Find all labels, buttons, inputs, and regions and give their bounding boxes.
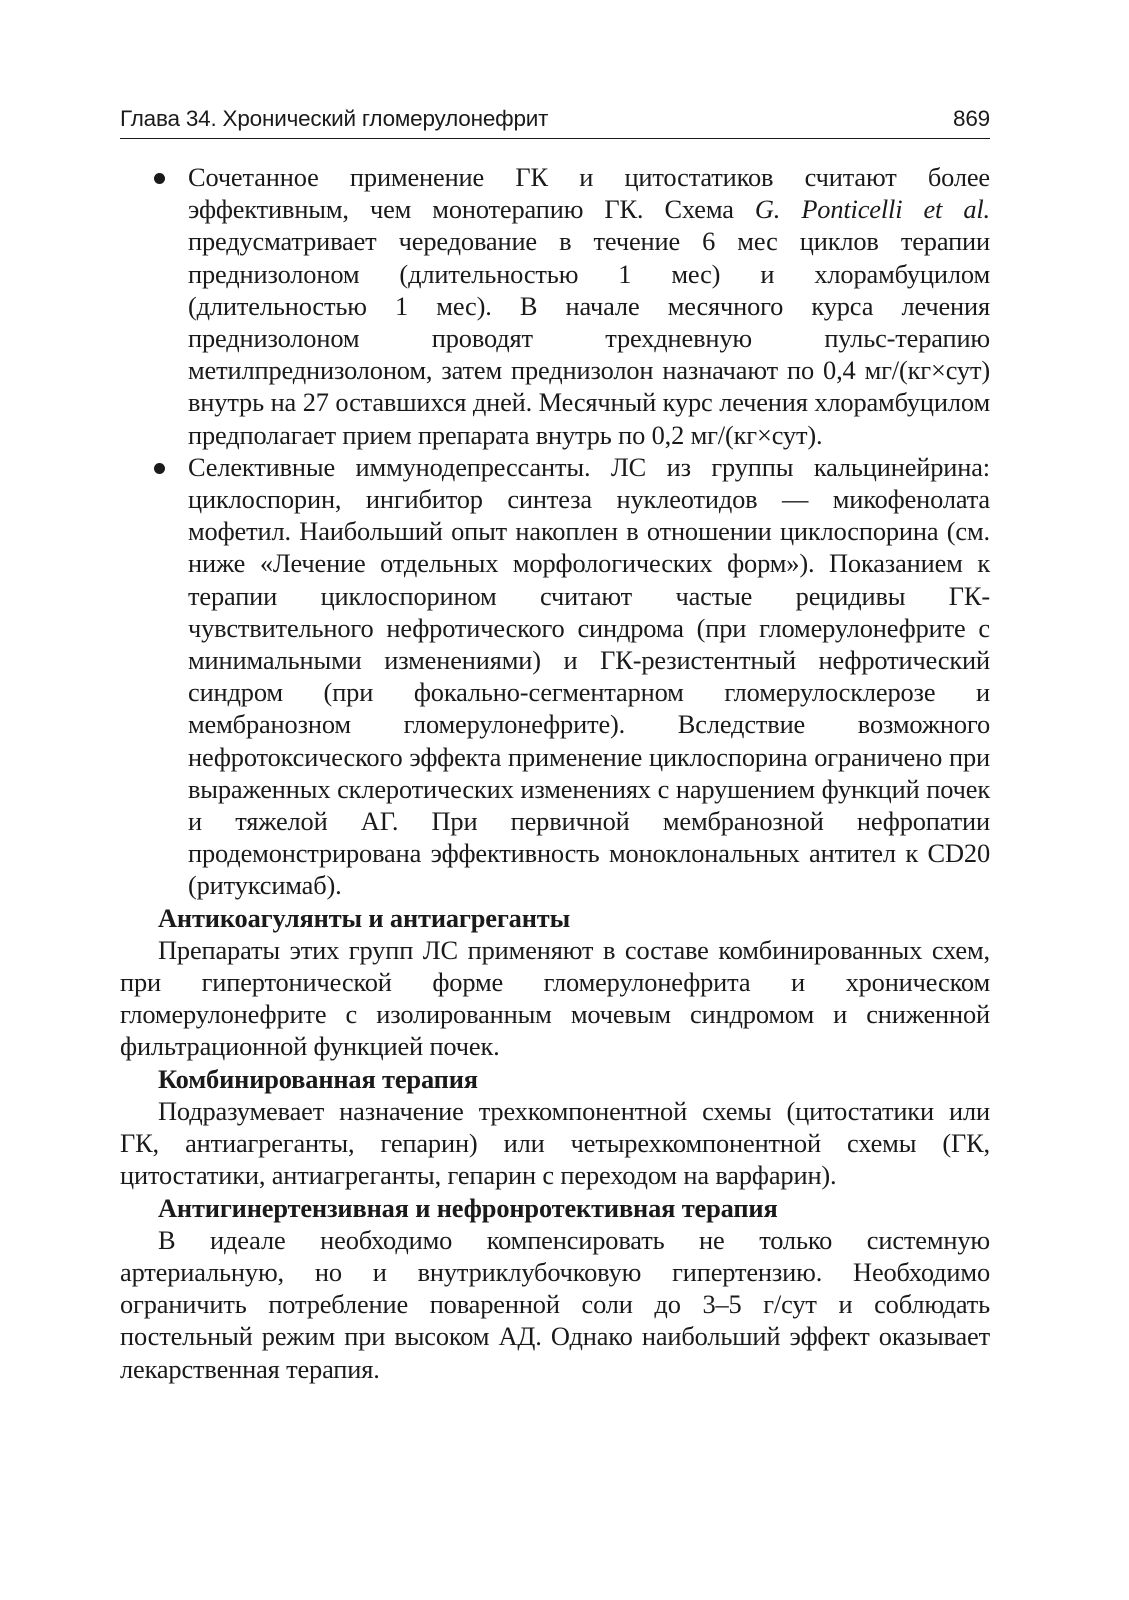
bullet-icon — [154, 463, 165, 474]
bullet-text: Селективные иммунодепрессанты. ЛС из группы кальцинейрина: циклоспорин, ингибитор синтеза нуклеотидов — микофенолата мофетил. Наибольший опыт накоплен в отношении циклоспорина (см. ниже «Лечение отдельных морфологических форм»). Показанием к терапии циклоспорином считают частые рецидивы ГК-чувствительного нефротического синдрома (при гломерулонефрите с минимальными изменениями) и ГК-резистентный нефротический синдром (при фокально-сегментарном гломерулосклерозе и мембранозном гломерулонефрите). Вследствие возможного нефротоксического эффекта применение циклоспорина ограничено при выраженных склеротических изменениях с нарушением функций почек и тяжелой АГ. При первичной мембранозной нефропатии продемонстрирована эффективность моноклональных антител к CD20 (ритуксимаб). — [188, 451, 990, 901]
section-paragraph: Препараты этих групп ЛС применяют в составе комбинированных схем, при гипертонической форме гломерулонефрита и хроническом гломерулонефрите с изолированным мочевым синдромом и сниженной фильтрационной функцией почек. — [120, 934, 990, 1062]
chapter-title: Глава 34. Хронический гломерулонефрит — [120, 106, 549, 131]
book-page — [120, 104, 990, 1385]
bullet-list — [120, 161, 990, 902]
section-paragraph: Подразумевает назначение трехкомпонентной схемы (цитостатики или ГК, антиагреганты, гепарин) или четырехкомпонентной схемы (ГК, цитостатики, антиагреганты, гепарин с переходом на варфарин). — [120, 1095, 990, 1191]
section-heading: Антикоагулянты и антиагреганты — [158, 902, 571, 933]
section-heading: Антигинертензивная и нефронротективная терапия — [158, 1192, 778, 1223]
bullet-text-start: Сочетанное применение ГК и цитостатиков считают более эффективным, чем монотерапию ГК. Схема — [188, 162, 990, 225]
citation-authors: G. Ponticelli et al. — [754, 194, 991, 225]
section-paragraph: В идеале необходимо компенсировать не только системную артериальную, но и внутриклубочковую гипертензию. Необходимо ограничить потребление поваренной соли до 3–5 г/сут и соблюдать постельный режим при высоком АД. Однако наибольший эффект оказывает лекарственная терапия. — [120, 1224, 990, 1384]
page-body — [120, 161, 990, 1385]
bullet-icon — [154, 173, 165, 184]
list-item — [120, 161, 990, 451]
page-number: 869 — [953, 106, 990, 131]
bullet-text-end: предусматривает чередование в течение 6 мес циклов терапии преднизолоном (длительностью 1 мес) и хлорамбуцилом (длительностью 1 мес). В начале месячного курса лечения преднизолоном проводят трехдневную пульс-терапию метилпреднизолоном, затем преднизолон назначают по 0,4 мг/(кг×сут) внутрь на 27 оставшихся дней. Месячный курс лечения хлорамбуцилом предполагает прием препарата внутрь по 0,2 мг/(кг×сут). — [188, 226, 990, 450]
section-heading: Комбинированная терапия — [158, 1063, 478, 1094]
list-item — [120, 451, 990, 902]
running-header — [120, 104, 990, 139]
